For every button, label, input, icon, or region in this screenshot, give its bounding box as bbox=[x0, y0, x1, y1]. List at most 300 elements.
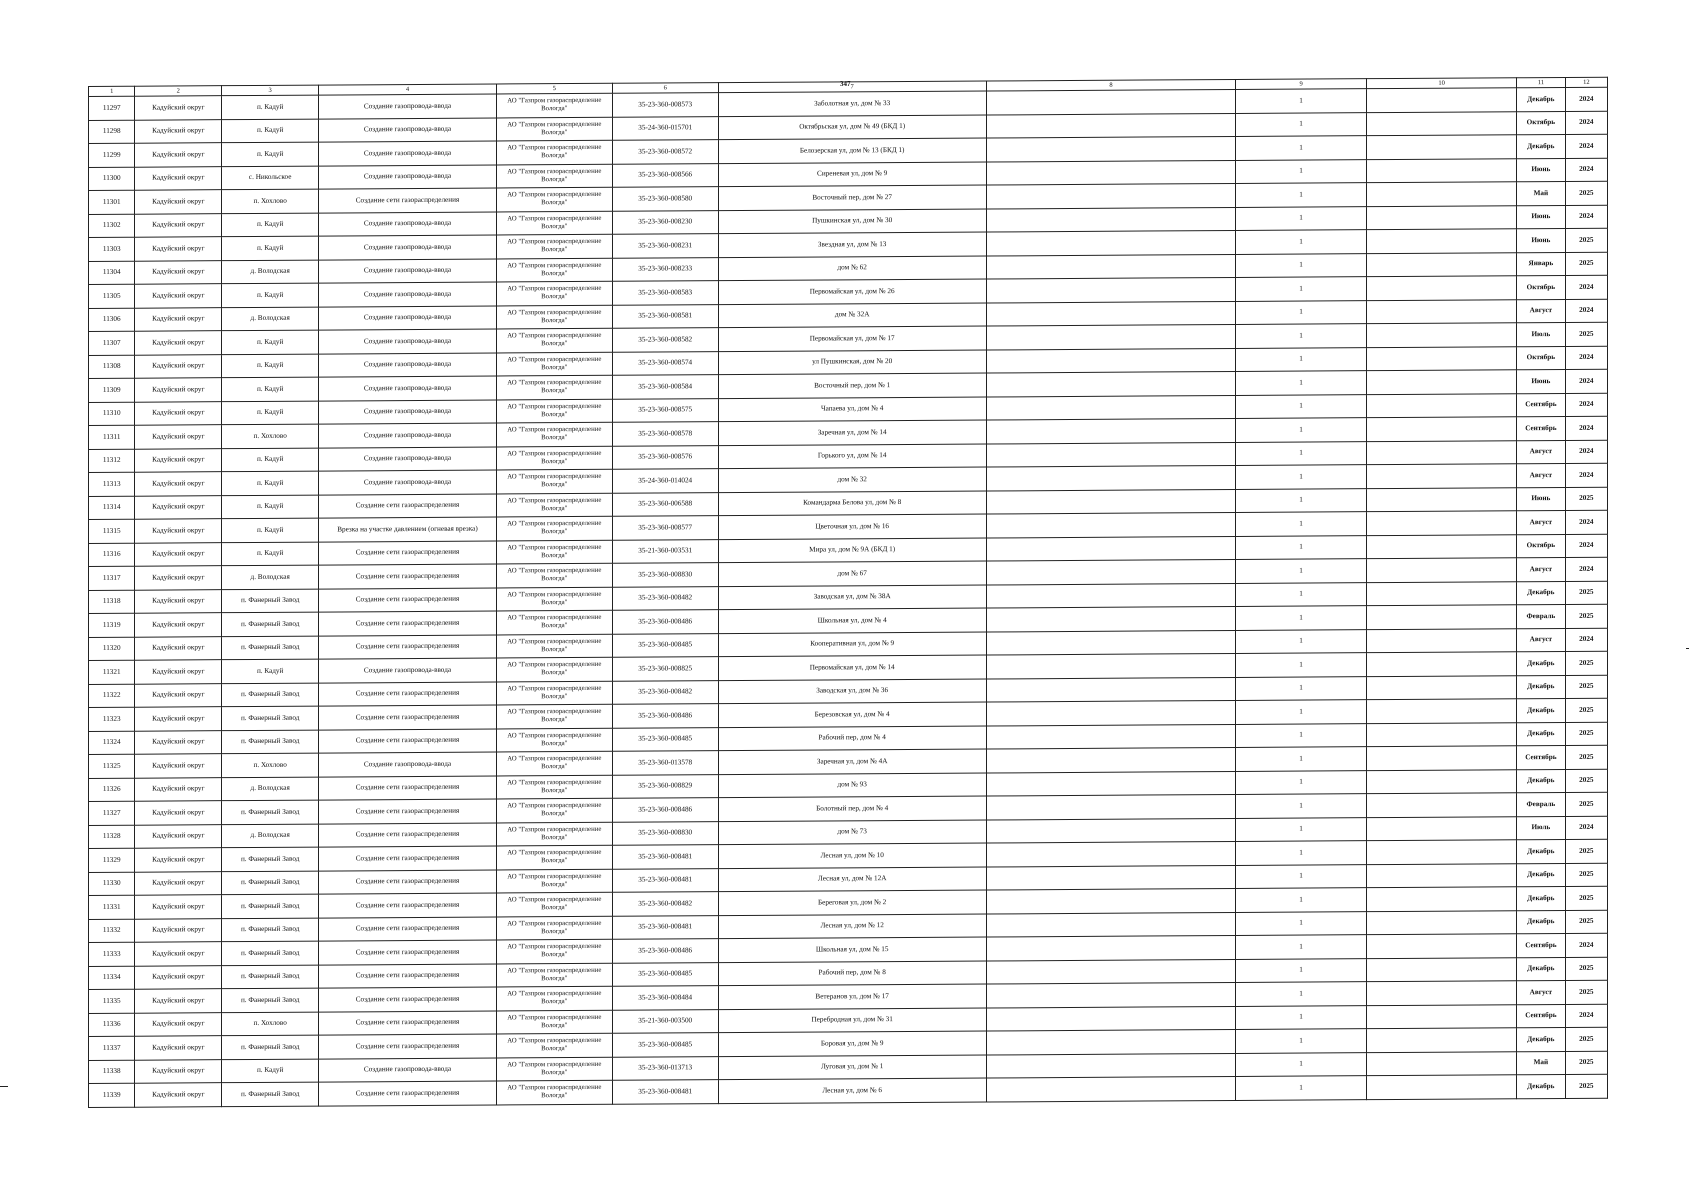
cell-district: Кадуйский округ bbox=[135, 965, 222, 989]
cell-organization: АО "Газпром газораспределение Вологда" bbox=[496, 963, 612, 987]
cell-address: Школьная ул, дом № 4 bbox=[718, 608, 986, 633]
cell-year: 2024 bbox=[1565, 158, 1607, 182]
cell-settlement: п. Фанерный Завод bbox=[222, 847, 319, 871]
cell-empty-col-10 bbox=[1367, 276, 1517, 300]
cell-empty-col-8 bbox=[986, 583, 1235, 608]
cell-organization: АО "Газпром газораспределение Вологда" bbox=[496, 469, 612, 493]
cell-empty-col-8 bbox=[986, 794, 1235, 819]
cell-address: Командарма Белова ул, дом № 8 bbox=[718, 491, 986, 516]
cell-row-number: 11328 bbox=[89, 825, 135, 849]
cell-month: Декабрь bbox=[1517, 1027, 1566, 1051]
cell-organization: АО "Газпром газораспределение Вологда" bbox=[496, 681, 612, 705]
cell-month: Декабрь bbox=[1517, 698, 1566, 722]
cell-district: Кадуйский округ bbox=[135, 942, 222, 966]
cell-year: 2025 bbox=[1565, 863, 1607, 887]
cell-request-number: 35-23-360-008584 bbox=[612, 375, 718, 399]
cell-row-number: 11337 bbox=[89, 1036, 135, 1060]
cell-quantity: 1 bbox=[1236, 418, 1367, 442]
cell-quantity: 1 bbox=[1236, 488, 1367, 512]
cell-year: 2025 bbox=[1565, 839, 1607, 863]
cell-empty-col-10 bbox=[1367, 370, 1517, 394]
cell-row-number: 11325 bbox=[89, 754, 135, 778]
cell-quantity: 1 bbox=[1236, 1005, 1367, 1029]
cell-settlement: п. Фанерный Завод bbox=[222, 1035, 319, 1059]
cell-quantity: 1 bbox=[1236, 700, 1367, 724]
cell-year: 2024 bbox=[1565, 111, 1607, 135]
cell-organization: АО "Газпром газораспределение Вологда" bbox=[496, 234, 612, 258]
cell-quantity: 1 bbox=[1236, 136, 1367, 160]
cell-organization: АО "Газпром газораспределение Вологда" bbox=[496, 422, 612, 446]
cell-organization: АО "Газпром газораспределение Вологда" bbox=[496, 587, 612, 611]
cell-quantity: 1 bbox=[1236, 1029, 1367, 1053]
cell-month: Июнь bbox=[1517, 158, 1566, 182]
cell-quantity: 1 bbox=[1236, 676, 1367, 700]
cell-year: 2024 bbox=[1565, 816, 1607, 840]
cell-quantity: 1 bbox=[1236, 112, 1367, 136]
column-header-11: 11 bbox=[1517, 77, 1566, 87]
cell-organization: АО "Газпром газораспределение Вологда" bbox=[496, 211, 612, 235]
cell-month: Декабрь bbox=[1517, 910, 1566, 934]
cell-empty-col-10 bbox=[1367, 793, 1517, 817]
cell-month: Декабрь bbox=[1517, 87, 1566, 111]
cell-address: Звездная ул, дом № 13 bbox=[718, 232, 986, 257]
cell-empty-col-10 bbox=[1367, 887, 1517, 911]
cell-address: Перебродная ул, дом № 31 bbox=[718, 1008, 986, 1033]
cell-year: 2025 bbox=[1565, 745, 1607, 769]
cell-district: Кадуйский округ bbox=[135, 1036, 222, 1060]
cell-month: Сентябрь bbox=[1517, 393, 1566, 417]
cell-request-number: 35-23-360-008233 bbox=[612, 257, 718, 281]
cell-empty-col-8 bbox=[986, 912, 1235, 937]
cell-empty-col-10 bbox=[1367, 464, 1517, 488]
cell-month: Август bbox=[1517, 628, 1566, 652]
cell-settlement: п. Фанерный Завод bbox=[222, 706, 319, 730]
cell-row-number: 11315 bbox=[89, 519, 135, 543]
cell-work-type: Создание газопровода-ввода bbox=[319, 212, 496, 237]
cell-organization: АО "Газпром газораспределение Вологда" bbox=[496, 352, 612, 376]
cell-settlement: п. Кадуй bbox=[222, 542, 319, 566]
cell-work-type: Создание сети газораспределения bbox=[319, 729, 496, 754]
cell-work-type: Создание сети газораспределения bbox=[319, 1011, 496, 1036]
cell-work-type: Создание сети газораспределения bbox=[319, 188, 496, 213]
cell-year: 2025 bbox=[1565, 322, 1607, 346]
cell-row-number: 11310 bbox=[89, 402, 135, 426]
cell-year: 2024 bbox=[1565, 534, 1607, 558]
cell-empty-col-8 bbox=[986, 1029, 1235, 1054]
cell-year: 2024 bbox=[1565, 440, 1607, 464]
cell-row-number: 11307 bbox=[89, 331, 135, 355]
cell-year: 2025 bbox=[1565, 980, 1607, 1004]
cell-address: Рабочий пер, дом № 4 bbox=[718, 726, 986, 751]
cell-organization: АО "Газпром газораспределение Вологда" bbox=[496, 493, 612, 517]
cell-settlement: п. Фанерный Завод bbox=[222, 1082, 319, 1106]
cell-year: 2024 bbox=[1565, 393, 1607, 417]
cell-request-number: 35-23-360-008481 bbox=[612, 915, 718, 939]
cell-month: Февраль bbox=[1517, 604, 1566, 628]
cell-work-type: Создание газопровода-ввода bbox=[319, 752, 496, 777]
cell-quantity: 1 bbox=[1236, 958, 1367, 982]
cell-empty-col-8 bbox=[986, 254, 1235, 279]
cell-row-number: 11335 bbox=[89, 989, 135, 1013]
cell-district: Кадуйский округ bbox=[135, 401, 222, 425]
cell-settlement: д. Володская bbox=[222, 307, 319, 331]
cell-month: Декабрь bbox=[1517, 863, 1566, 887]
cell-empty-col-8 bbox=[986, 771, 1235, 796]
cell-empty-col-10 bbox=[1367, 1075, 1517, 1099]
cell-row-number: 11303 bbox=[89, 237, 135, 261]
cell-request-number: 35-23-360-008566 bbox=[612, 163, 718, 187]
cell-year: 2024 bbox=[1565, 1004, 1607, 1028]
cell-empty-col-10 bbox=[1367, 323, 1517, 347]
cell-settlement: п. Фанерный Завод bbox=[222, 918, 319, 942]
cell-empty-col-10 bbox=[1367, 910, 1517, 934]
cell-month: Декабрь bbox=[1517, 957, 1566, 981]
cell-row-number: 11318 bbox=[89, 590, 135, 614]
cell-quantity: 1 bbox=[1236, 606, 1367, 630]
cell-quantity: 1 bbox=[1236, 817, 1367, 841]
cell-row-number: 11326 bbox=[89, 778, 135, 802]
cell-quantity: 1 bbox=[1236, 535, 1367, 559]
cell-work-type: Создание газопровода-ввода bbox=[319, 470, 496, 495]
cell-settlement: п. Кадуй bbox=[222, 330, 319, 354]
cell-request-number: 35-21-360-003500 bbox=[612, 1009, 718, 1033]
cell-empty-col-8 bbox=[986, 489, 1235, 514]
cell-empty-col-10 bbox=[1367, 511, 1517, 535]
cell-empty-col-8 bbox=[986, 559, 1235, 584]
cell-organization: АО "Газпром газораспределение Вологда" bbox=[496, 610, 612, 634]
cell-month: Декабрь bbox=[1517, 769, 1566, 793]
cell-month: Февраль bbox=[1517, 792, 1566, 816]
column-header-4: 4 bbox=[319, 84, 496, 95]
cell-address: дом № 32А bbox=[718, 303, 986, 328]
cell-district: Кадуйский округ bbox=[135, 1012, 222, 1036]
cell-quantity: 1 bbox=[1236, 582, 1367, 606]
cell-quantity: 1 bbox=[1236, 300, 1367, 324]
cell-empty-col-8 bbox=[986, 935, 1235, 960]
cell-request-number: 35-23-360-013713 bbox=[612, 1056, 718, 1080]
cell-settlement: п. Фанерный Завод bbox=[222, 589, 319, 613]
cell-district: Кадуйский округ bbox=[135, 519, 222, 543]
cell-organization: АО "Газпром газораспределение Вологда" bbox=[496, 140, 612, 164]
cell-request-number: 35-23-360-008482 bbox=[612, 680, 718, 704]
cell-month: Июль bbox=[1517, 322, 1566, 346]
cell-quantity: 1 bbox=[1236, 371, 1367, 395]
cell-row-number: 11329 bbox=[89, 848, 135, 872]
cell-year: 2024 bbox=[1565, 87, 1607, 111]
cell-district: Кадуйский округ bbox=[135, 378, 222, 402]
column-header-5: 5 bbox=[496, 83, 612, 94]
cell-empty-col-8 bbox=[986, 465, 1235, 490]
cell-settlement: д. Володская bbox=[222, 824, 319, 848]
cell-row-number: 11322 bbox=[89, 684, 135, 708]
cell-row-number: 11330 bbox=[89, 872, 135, 896]
cell-empty-col-8 bbox=[986, 630, 1235, 655]
cell-organization: АО "Газпром газораспределение Вологда" bbox=[496, 187, 612, 211]
cell-settlement: п. Хохлово bbox=[222, 753, 319, 777]
cell-month: Декабрь bbox=[1517, 675, 1566, 699]
column-header-7: 7 bbox=[718, 81, 986, 93]
cell-request-number: 35-23-360-008572 bbox=[612, 140, 718, 164]
cell-request-number: 35-23-360-008486 bbox=[612, 939, 718, 963]
cell-empty-col-8 bbox=[986, 160, 1235, 185]
cell-empty-col-10 bbox=[1367, 1004, 1517, 1028]
cell-quantity: 1 bbox=[1236, 277, 1367, 301]
cell-year: 2025 bbox=[1565, 487, 1607, 511]
cell-settlement: п. Фанерный Завод bbox=[222, 894, 319, 918]
column-header-12: 12 bbox=[1565, 77, 1607, 87]
cell-address: Заболотная ул, дом № 33 bbox=[718, 91, 986, 116]
cell-work-type: Создание сети газораспределения bbox=[319, 635, 496, 660]
cell-address: Боровая ул, дом № 9 bbox=[718, 1031, 986, 1056]
cell-empty-col-10 bbox=[1367, 1028, 1517, 1052]
cell-request-number: 35-23-360-008829 bbox=[612, 774, 718, 798]
cell-year: 2024 bbox=[1565, 557, 1607, 581]
cell-year: 2024 bbox=[1565, 346, 1607, 370]
cell-month: Август bbox=[1517, 463, 1566, 487]
left-margin-mark bbox=[0, 1086, 8, 1087]
cell-quantity: 1 bbox=[1236, 465, 1367, 489]
cell-work-type: Создание газопровода-ввода bbox=[319, 423, 496, 448]
cell-row-number: 11321 bbox=[89, 660, 135, 684]
cell-organization: АО "Газпром газораспределение Вологда" bbox=[496, 1080, 612, 1104]
cell-organization: АО "Газпром газораспределение Вологда" bbox=[496, 939, 612, 963]
cell-quantity: 1 bbox=[1236, 347, 1367, 371]
cell-request-number: 35-24-360-014024 bbox=[612, 469, 718, 493]
cell-district: Кадуйский округ bbox=[135, 354, 222, 378]
cell-quantity: 1 bbox=[1236, 629, 1367, 653]
cell-month: Сентябрь bbox=[1517, 416, 1566, 440]
cell-organization: АО "Газпром газораспределение Вологда" bbox=[496, 704, 612, 728]
cell-district: Кадуйский округ bbox=[135, 871, 222, 895]
cell-address: Ветеранов ул, дом № 17 bbox=[718, 984, 986, 1009]
cell-empty-col-8 bbox=[986, 1006, 1235, 1031]
cell-month: Июнь bbox=[1517, 228, 1566, 252]
cell-year: 2024 bbox=[1565, 369, 1607, 393]
cell-district: Кадуйский округ bbox=[135, 754, 222, 778]
cell-organization: АО "Газпром газораспределение Вологда" bbox=[496, 281, 612, 305]
cell-address: Лесная ул, дом № 6 bbox=[718, 1078, 986, 1103]
cell-quantity: 1 bbox=[1236, 1052, 1367, 1076]
cell-request-number: 35-23-360-008485 bbox=[612, 727, 718, 751]
cell-empty-col-8 bbox=[986, 677, 1235, 702]
cell-year: 2025 bbox=[1565, 651, 1607, 675]
cell-work-type: Создание сети газораспределения bbox=[319, 588, 496, 613]
cell-row-number: 11298 bbox=[89, 120, 135, 144]
cell-district: Кадуйский округ bbox=[135, 566, 222, 590]
cell-request-number: 35-23-360-008830 bbox=[612, 563, 718, 587]
cell-work-type: Создание сети газораспределения bbox=[319, 870, 496, 895]
cell-work-type: Создание газопровода-ввода bbox=[319, 282, 496, 307]
cell-quantity: 1 bbox=[1236, 159, 1367, 183]
cell-organization: АО "Газпром газораспределение Вологда" bbox=[496, 258, 612, 282]
cell-request-number: 35-23-360-008230 bbox=[612, 210, 718, 234]
cell-address: Рабочий пер, дом № 8 bbox=[718, 961, 986, 986]
cell-request-number: 35-23-360-008578 bbox=[612, 422, 718, 446]
cell-request-number: 35-23-360-008481 bbox=[612, 1080, 718, 1104]
cell-month: Октябрь bbox=[1517, 111, 1566, 135]
cell-empty-col-8 bbox=[986, 818, 1235, 843]
cell-address: Кооперативная ул, дом № 9 bbox=[718, 632, 986, 657]
cell-request-number: 35-23-360-008481 bbox=[612, 868, 718, 892]
cell-empty-col-10 bbox=[1367, 722, 1517, 746]
cell-organization: АО "Газпром газораспределение Вологда" bbox=[496, 798, 612, 822]
cell-request-number: 35-23-360-008574 bbox=[612, 351, 718, 375]
cell-district: Кадуйский округ bbox=[135, 660, 222, 684]
cell-empty-col-10 bbox=[1367, 252, 1517, 276]
cell-address: Первомайская ул, дом № 14 bbox=[718, 655, 986, 680]
cell-year: 2024 bbox=[1565, 463, 1607, 487]
cell-year: 2025 bbox=[1565, 675, 1607, 699]
cell-row-number: 11320 bbox=[89, 637, 135, 661]
cell-empty-col-8 bbox=[986, 230, 1235, 255]
cell-address: Мира ул, дом № 9А (БКД 1) bbox=[718, 538, 986, 563]
cell-address: Заводская ул, дом № 36 bbox=[718, 679, 986, 704]
cell-settlement: п. Хохлово bbox=[222, 1012, 319, 1036]
cell-month: Октябрь bbox=[1517, 275, 1566, 299]
cell-quantity: 1 bbox=[1236, 183, 1367, 207]
cell-settlement: д. Володская bbox=[222, 565, 319, 589]
cell-quantity: 1 bbox=[1236, 206, 1367, 230]
cell-year: 2024 bbox=[1565, 134, 1607, 158]
cell-district: Кадуйский округ bbox=[135, 448, 222, 472]
cell-work-type: Создание сети газораспределения bbox=[319, 940, 496, 965]
cell-row-number: 11312 bbox=[89, 449, 135, 473]
cell-settlement: п. Кадуй bbox=[222, 283, 319, 307]
cell-row-number: 11301 bbox=[89, 190, 135, 214]
cell-empty-col-8 bbox=[986, 324, 1235, 349]
cell-request-number: 35-23-360-008482 bbox=[612, 892, 718, 916]
cell-empty-col-10 bbox=[1367, 746, 1517, 770]
cell-quantity: 1 bbox=[1236, 911, 1367, 935]
cell-district: Кадуйский округ bbox=[135, 307, 222, 331]
cell-organization: АО "Газпром газораспределение Вологда" bbox=[496, 892, 612, 916]
cell-organization: АО "Газпром газораспределение Вологда" bbox=[496, 399, 612, 423]
cell-request-number: 35-23-360-008582 bbox=[612, 328, 718, 352]
cell-row-number: 11313 bbox=[89, 472, 135, 496]
cell-address: Восточный пер, дом № 1 bbox=[718, 373, 986, 398]
cell-settlement: п. Кадуй bbox=[222, 401, 319, 425]
cell-empty-col-8 bbox=[986, 207, 1235, 232]
cell-work-type: Создание газопровода-ввода bbox=[319, 1058, 496, 1083]
cell-organization: АО "Газпром газораспределение Вологда" bbox=[496, 328, 612, 352]
cell-settlement: п. Кадуй bbox=[222, 495, 319, 519]
cell-year: 2025 bbox=[1565, 1027, 1607, 1051]
cell-work-type: Создание газопровода-ввода bbox=[319, 658, 496, 683]
cell-quantity: 1 bbox=[1236, 512, 1367, 536]
cell-year: 2024 bbox=[1565, 416, 1607, 440]
cell-row-number: 11332 bbox=[89, 919, 135, 943]
cell-district: Кадуйский округ bbox=[135, 683, 222, 707]
registry-table bbox=[88, 77, 1608, 1108]
cell-request-number: 35-23-360-008825 bbox=[612, 657, 718, 681]
cell-empty-col-10 bbox=[1367, 417, 1517, 441]
cell-address: Лесная ул, дом № 10 bbox=[718, 843, 986, 868]
cell-empty-col-8 bbox=[986, 136, 1235, 161]
cell-settlement: п. Фанерный Завод bbox=[222, 871, 319, 895]
cell-settlement: п. Кадуй bbox=[222, 95, 319, 119]
cell-request-number: 35-23-360-008580 bbox=[612, 187, 718, 211]
cell-month: Декабрь bbox=[1517, 722, 1566, 746]
cell-work-type: Создание сети газораспределения bbox=[319, 494, 496, 519]
cell-month: Август bbox=[1517, 299, 1566, 323]
cell-year: 2024 bbox=[1565, 299, 1607, 323]
cell-address: ул Пушкинская, дом № 20 bbox=[718, 350, 986, 375]
cell-work-type: Создание газопровода-ввода bbox=[319, 329, 496, 354]
cell-address: дом № 62 bbox=[718, 256, 986, 281]
cell-request-number: 35-23-360-006588 bbox=[612, 492, 718, 516]
cell-quantity: 1 bbox=[1236, 794, 1367, 818]
cell-address: Сиреневая ул, дом № 9 bbox=[718, 162, 986, 187]
cell-row-number: 11324 bbox=[89, 731, 135, 755]
cell-month: Июль bbox=[1517, 816, 1566, 840]
cell-organization: АО "Газпром газораспределение Вологда" bbox=[496, 1057, 612, 1081]
cell-empty-col-10 bbox=[1367, 581, 1517, 605]
cell-settlement: п. Фанерный Завод bbox=[222, 636, 319, 660]
cell-empty-col-8 bbox=[986, 512, 1235, 537]
cell-year: 2025 bbox=[1565, 722, 1607, 746]
cell-row-number: 11299 bbox=[89, 143, 135, 167]
cell-empty-col-10 bbox=[1367, 135, 1517, 159]
cell-request-number: 35-23-360-008481 bbox=[612, 845, 718, 869]
cell-month: Июнь bbox=[1517, 487, 1566, 511]
cell-quantity: 1 bbox=[1236, 441, 1367, 465]
cell-empty-col-10 bbox=[1367, 652, 1517, 676]
cell-empty-col-10 bbox=[1367, 111, 1517, 135]
cell-organization: АО "Газпром газораспределение Вологда" bbox=[496, 375, 612, 399]
cell-settlement: п. Хохлово bbox=[222, 189, 319, 213]
cell-district: Кадуйский округ bbox=[135, 96, 222, 120]
cell-organization: АО "Газпром газораспределение Вологда" bbox=[496, 634, 612, 658]
cell-settlement: п. Кадуй bbox=[222, 471, 319, 495]
cell-quantity: 1 bbox=[1236, 723, 1367, 747]
cell-row-number: 11327 bbox=[89, 801, 135, 825]
cell-quantity: 1 bbox=[1236, 935, 1367, 959]
cell-request-number: 35-24-360-015701 bbox=[612, 116, 718, 140]
cell-settlement: п. Кадуй bbox=[222, 1059, 319, 1083]
cell-work-type: Создание газопровода-ввода bbox=[319, 165, 496, 190]
cell-request-number: 35-23-360-008484 bbox=[612, 986, 718, 1010]
cell-month: Июнь bbox=[1517, 205, 1566, 229]
cell-address: Луговая ул, дом № 1 bbox=[718, 1055, 986, 1080]
cell-quantity: 1 bbox=[1236, 982, 1367, 1006]
cell-month: Июнь bbox=[1517, 369, 1566, 393]
cell-year: 2025 bbox=[1565, 1051, 1607, 1075]
cell-settlement: п. Кадуй bbox=[222, 377, 319, 401]
cell-district: Кадуйский округ bbox=[135, 824, 222, 848]
cell-settlement: п. Хохлово bbox=[222, 424, 319, 448]
cell-district: Кадуйский округ bbox=[135, 989, 222, 1013]
cell-quantity: 1 bbox=[1236, 1076, 1367, 1100]
cell-work-type: Создание газопровода-ввода bbox=[319, 118, 496, 143]
cell-empty-col-8 bbox=[986, 183, 1235, 208]
column-header-10: 10 bbox=[1367, 78, 1517, 89]
cell-empty-col-10 bbox=[1367, 299, 1517, 323]
cell-row-number: 11333 bbox=[89, 942, 135, 966]
cell-address: дом № 32 bbox=[718, 467, 986, 492]
cell-work-type: Врезка на участке давлением (огневая врезка) bbox=[319, 517, 496, 542]
cell-year: 2025 bbox=[1565, 604, 1607, 628]
cell-district: Кадуйский округ bbox=[135, 190, 222, 214]
cell-organization: АО "Газпром газораспределение Вологда" bbox=[496, 986, 612, 1010]
cell-empty-col-10 bbox=[1367, 981, 1517, 1005]
cell-work-type: Создание газопровода-ввода bbox=[319, 400, 496, 425]
cell-organization: АО "Газпром газораспределение Вологда" bbox=[496, 822, 612, 846]
cell-empty-col-10 bbox=[1367, 182, 1517, 206]
cell-address: дом № 73 bbox=[718, 820, 986, 845]
cell-work-type: Создание газопровода-ввода bbox=[319, 141, 496, 166]
cell-address: Пушкинская ул, дом № 30 bbox=[718, 209, 986, 234]
cell-settlement: п. Кадуй bbox=[222, 354, 319, 378]
